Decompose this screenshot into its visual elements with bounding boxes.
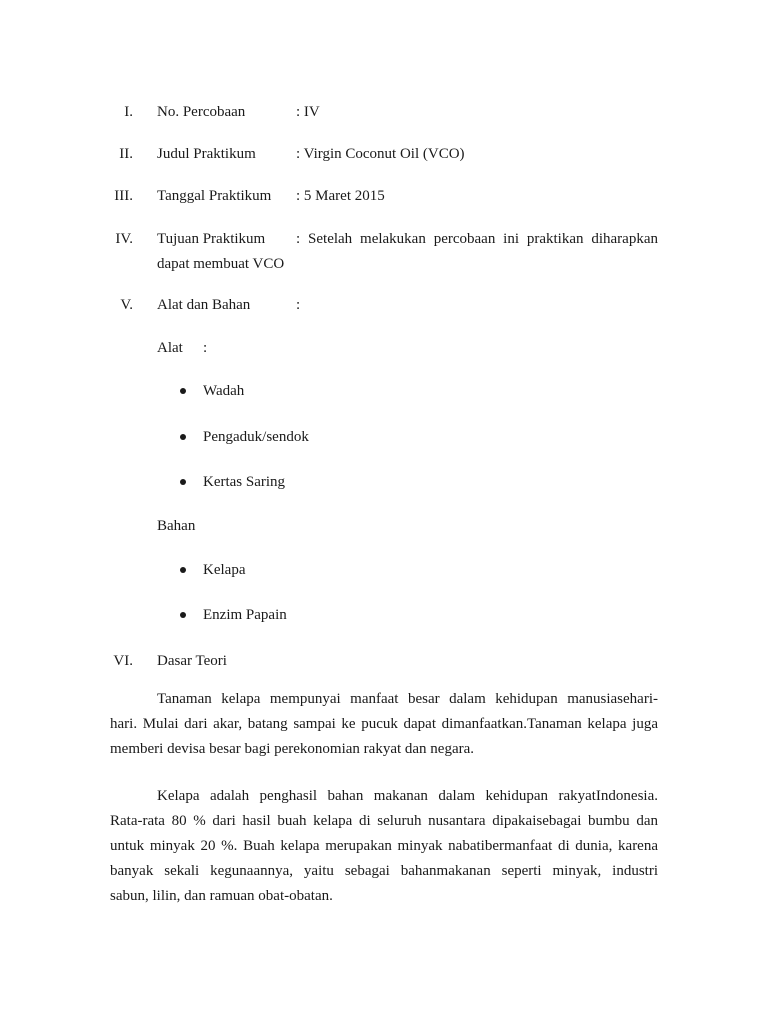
bahan-label: Bahan bbox=[157, 518, 196, 534]
paragraph-line: Rata-rata 80 % dari hasil buah kelapa di seluruh nusantara dipakaisebagai bumbu dan bbox=[110, 813, 658, 829]
section-label: Dasar Teori bbox=[157, 653, 227, 669]
section-tujuan-praktikum bbox=[0, 229, 768, 279]
paragraph-line: Tanaman kelapa mempunyai manfaat besar dalam kehidupan manusiasehari- bbox=[157, 691, 658, 707]
paragraph-line: untuk minyak 20 %. Buah kelapa merupakan minyak nabatibermanfaat di dunia, karena bbox=[110, 838, 658, 854]
section-number: VI. bbox=[113, 653, 133, 669]
section-number: II. bbox=[119, 146, 133, 162]
paragraph-line: memberi devisa besar bagi perekonomian rakyat dan negara. bbox=[110, 741, 475, 757]
paragraph-2 bbox=[110, 784, 658, 909]
section-value-line-2: dapat membuat VCO bbox=[157, 256, 285, 272]
bullet-icon bbox=[180, 434, 186, 440]
alat-label: Alat bbox=[157, 340, 183, 356]
bullet-icon bbox=[180, 479, 186, 485]
section-value: : bbox=[296, 297, 301, 313]
section-value: : Virgin Coconut Oil (VCO) bbox=[296, 146, 465, 162]
section-number: III. bbox=[114, 188, 133, 204]
paragraph-line: Kelapa adalah penghasil bahan makanan dalam kehidupan rakyatIndonesia. bbox=[157, 788, 658, 804]
section-value: : IV bbox=[296, 104, 320, 120]
paragraph-line: banyak sekali kegunaannya, yaitu sebagai bahanmakanan seperti minyak, industri bbox=[110, 863, 658, 879]
bullet-icon bbox=[180, 567, 186, 573]
section-value-line-1: : Setelah melakukan percobaan ini praktikan diharapkan bbox=[296, 231, 658, 247]
paragraph-line: sabun, lilin, dan ramuan obat-obatan. bbox=[110, 888, 333, 904]
list-item-label: Kelapa bbox=[203, 562, 246, 578]
bullet-icon bbox=[180, 388, 186, 394]
bullet-icon bbox=[180, 612, 186, 618]
paragraph-line: hari. Mulai dari akar, batang sampai ke pucuk dapat dimanfaatkan.Tanaman kelapa juga bbox=[110, 716, 658, 732]
alat-colon: : bbox=[203, 340, 208, 356]
section-label: Judul Praktikum bbox=[157, 146, 256, 162]
list-item-label: Pengaduk/sendok bbox=[203, 429, 309, 445]
list-item-label: Enzim Papain bbox=[203, 607, 287, 623]
section-number: IV. bbox=[115, 231, 133, 247]
section-number: I. bbox=[124, 104, 133, 120]
section-label: Tujuan Praktikum bbox=[157, 231, 266, 247]
list-item-label: Wadah bbox=[203, 383, 245, 399]
paragraph-1 bbox=[110, 687, 658, 762]
section-number: V. bbox=[120, 297, 133, 313]
section-value: : 5 Maret 2015 bbox=[296, 188, 385, 204]
section-label: Tanggal Praktikum bbox=[157, 188, 272, 204]
section-label: Alat dan Bahan bbox=[157, 297, 251, 313]
list-item-label: Kertas Saring bbox=[203, 474, 286, 490]
section-label: No. Percobaan bbox=[157, 104, 246, 120]
